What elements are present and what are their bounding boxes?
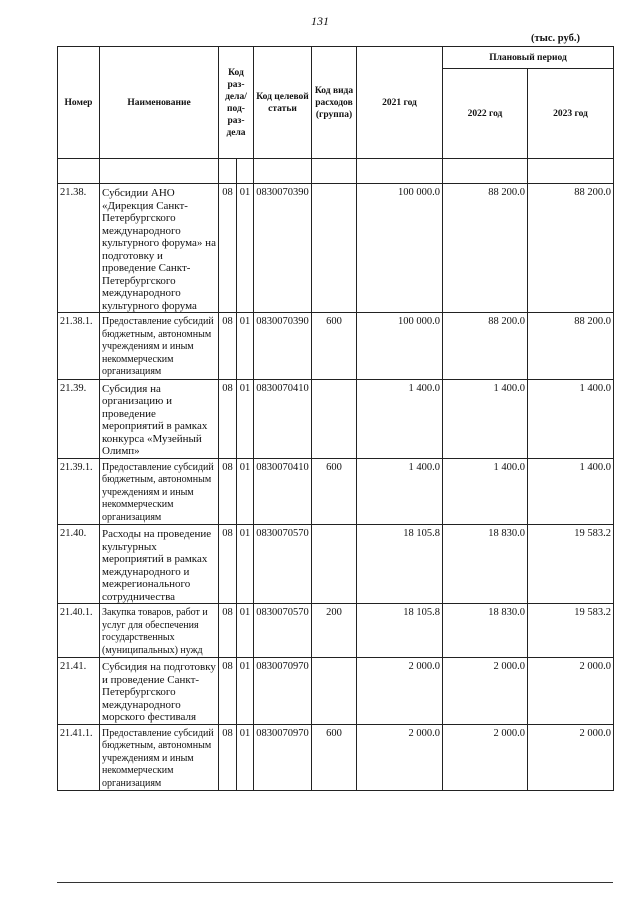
row-number: 21.39.1. — [58, 458, 100, 525]
table-row — [58, 658, 614, 725]
row-number: 21.40. — [58, 525, 100, 604]
row-amount-2021: 100 000.0 — [357, 313, 443, 380]
row-target-code: 0830070570 — [254, 525, 312, 604]
row-section: 08 — [219, 724, 237, 791]
table-header — [58, 47, 614, 159]
row-target-code: 0830070970 — [254, 724, 312, 791]
row-name: Субсидия на организацию и проведение мероприятий в рамках конкурса «Музейный Олимп» — [100, 379, 219, 458]
row-expense-type — [312, 184, 357, 313]
row-name: Субсидия на подготовку и проведение Санкт-Петербургского международного морского фестиваля — [100, 658, 219, 725]
row-number: 21.38.1. — [58, 313, 100, 380]
row-name: Предоставление субсидий бюджетным, автономным учреждениям и иным некоммерческим организациям — [100, 313, 219, 380]
row-amount-2022: 88 200.0 — [443, 184, 528, 313]
row-name: Субсидии АНО «Дирекция Санкт-Петербургского международного культурного форума» на подготовку и проведение Санкт-Петербургского международного культурного форума — [100, 184, 219, 313]
row-amount-2023: 88 200.0 — [528, 313, 614, 380]
row-target-code: 0830070390 — [254, 313, 312, 380]
row-expense-type: 600 — [312, 724, 357, 791]
row-subsection: 01 — [237, 724, 254, 791]
row-amount-2023: 19 583.2 — [528, 604, 614, 658]
row-number: 21.39. — [58, 379, 100, 458]
row-target-code: 0830070570 — [254, 604, 312, 658]
header-section: Код раз-дела/ под-раз-дела — [219, 47, 254, 159]
header-planned-period: Плановый период — [443, 47, 614, 69]
row-target-code: 0830070410 — [254, 458, 312, 525]
row-expense-type: 600 — [312, 313, 357, 380]
budget-table — [57, 46, 614, 791]
row-amount-2022: 2 000.0 — [443, 658, 528, 725]
row-subsection: 01 — [237, 658, 254, 725]
row-amount-2022: 2 000.0 — [443, 724, 528, 791]
row-expense-type: 200 — [312, 604, 357, 658]
row-name: Расходы на проведение культурных мероприятий в рамках международного и межрегионального сотрудничества — [100, 525, 219, 604]
row-section: 08 — [219, 184, 237, 313]
row-amount-2023: 2 000.0 — [528, 658, 614, 725]
header-expense-type: Код вида расходов (группа) — [312, 47, 357, 159]
row-amount-2021: 18 105.8 — [357, 525, 443, 604]
row-expense-type — [312, 379, 357, 458]
row-subsection: 01 — [237, 184, 254, 313]
table-row — [58, 313, 614, 380]
table-row — [58, 379, 614, 458]
row-subsection: 01 — [237, 525, 254, 604]
row-section: 08 — [219, 379, 237, 458]
row-subsection: 01 — [237, 458, 254, 525]
row-name: Закупка товаров, работ и услуг для обеспечения государственных (муниципальных) нужд — [100, 604, 219, 658]
table-row — [58, 184, 614, 313]
table-row — [58, 724, 614, 791]
header-gap-row — [58, 159, 614, 184]
row-number: 21.41. — [58, 658, 100, 725]
row-target-code: 0830070390 — [254, 184, 312, 313]
row-amount-2023: 88 200.0 — [528, 184, 614, 313]
row-amount-2023: 1 400.0 — [528, 379, 614, 458]
table-body — [58, 159, 614, 791]
row-section: 08 — [219, 658, 237, 725]
row-number: 21.38. — [58, 184, 100, 313]
row-expense-type — [312, 525, 357, 604]
row-amount-2021: 100 000.0 — [357, 184, 443, 313]
row-expense-type: 600 — [312, 458, 357, 525]
row-subsection: 01 — [237, 604, 254, 658]
row-section: 08 — [219, 313, 237, 380]
units-label: (тыс. руб.) — [531, 33, 580, 44]
row-number: 21.41.1. — [58, 724, 100, 791]
row-subsection: 01 — [237, 379, 254, 458]
row-amount-2022: 1 400.0 — [443, 379, 528, 458]
row-name: Предоставление субсидий бюджетным, автономным учреждениям и иным некоммерческим организациям — [100, 458, 219, 525]
row-section: 08 — [219, 458, 237, 525]
header-2022: 2022 год — [443, 69, 528, 159]
row-amount-2021: 2 000.0 — [357, 724, 443, 791]
row-amount-2023: 2 000.0 — [528, 724, 614, 791]
header-number: Номер — [58, 47, 100, 159]
row-section: 08 — [219, 525, 237, 604]
table-row — [58, 525, 614, 604]
row-amount-2022: 1 400.0 — [443, 458, 528, 525]
row-amount-2022: 88 200.0 — [443, 313, 528, 380]
row-subsection: 01 — [237, 313, 254, 380]
row-name: Предоставление субсидий бюджетным, автономным учреждениям и иным некоммерческим организациям — [100, 724, 219, 791]
row-amount-2021: 2 000.0 — [357, 658, 443, 725]
row-amount-2021: 18 105.8 — [357, 604, 443, 658]
row-amount-2023: 19 583.2 — [528, 525, 614, 604]
header-name: Наименование — [100, 47, 219, 159]
row-expense-type — [312, 658, 357, 725]
header-2023: 2023 год — [528, 69, 614, 159]
row-amount-2021: 1 400.0 — [357, 458, 443, 525]
page-bottom-rule — [57, 882, 613, 883]
header-target: Код целевой статьи — [254, 47, 312, 159]
header-2021: 2021 год — [357, 47, 443, 159]
row-section: 08 — [219, 604, 237, 658]
page-number: 131 — [311, 14, 329, 28]
row-number: 21.40.1. — [58, 604, 100, 658]
row-target-code: 0830070970 — [254, 658, 312, 725]
table-row — [58, 604, 614, 658]
row-amount-2022: 18 830.0 — [443, 604, 528, 658]
table-row — [58, 458, 614, 525]
row-amount-2022: 18 830.0 — [443, 525, 528, 604]
row-amount-2023: 1 400.0 — [528, 458, 614, 525]
row-amount-2021: 1 400.0 — [357, 379, 443, 458]
row-target-code: 0830070410 — [254, 379, 312, 458]
